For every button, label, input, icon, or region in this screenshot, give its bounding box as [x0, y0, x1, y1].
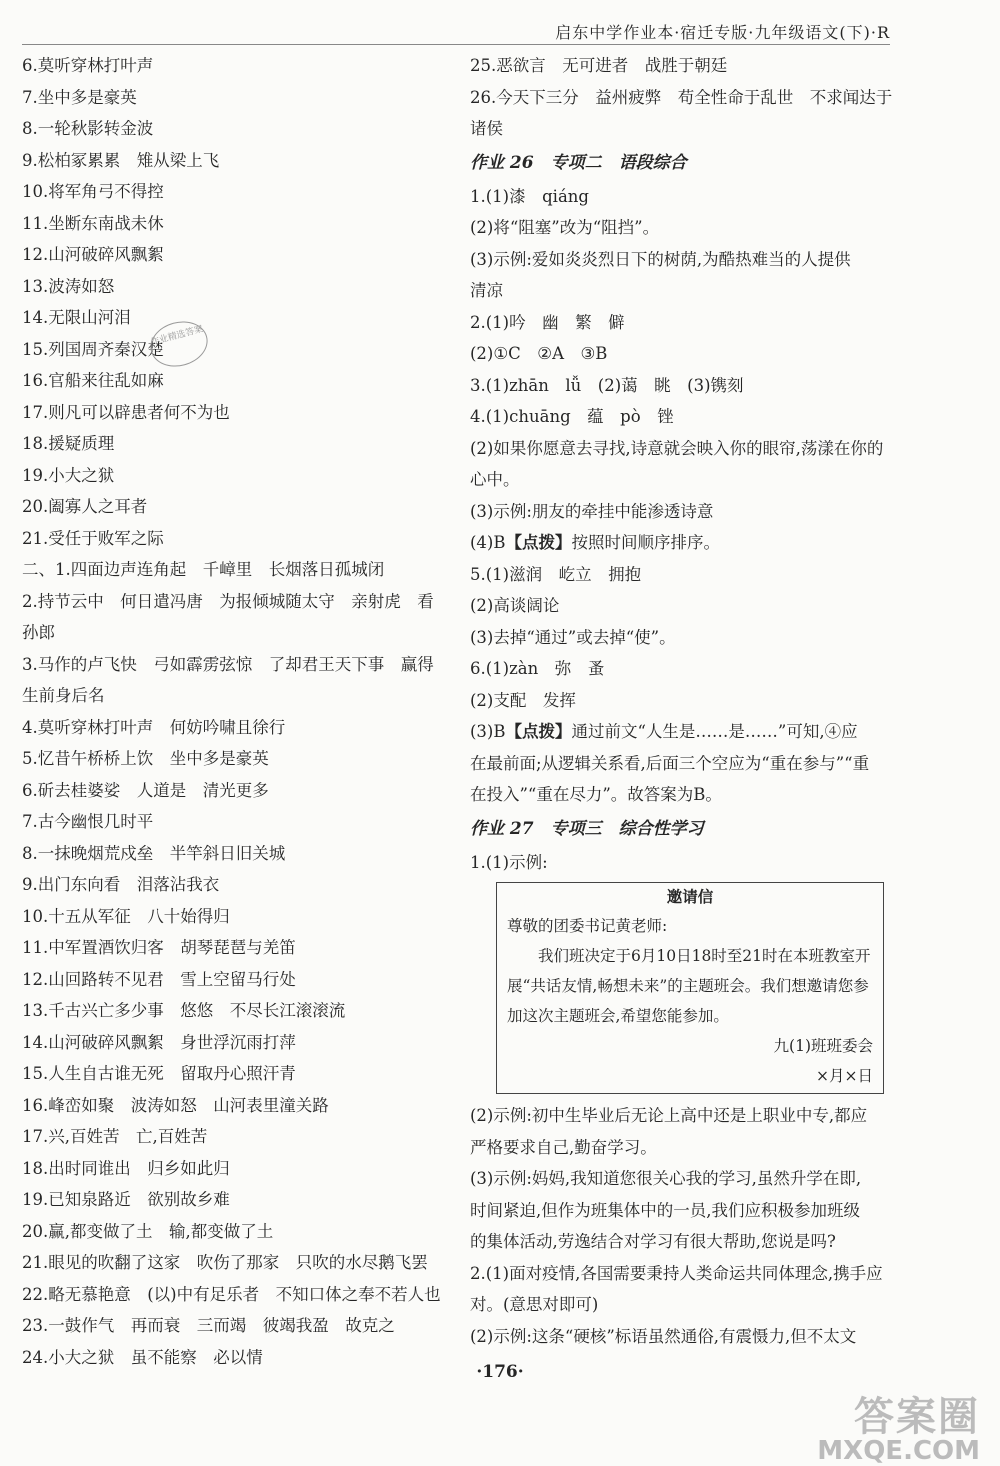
answer-line: (3)示例:妈妈,我知道您很关心我的学习,虽然升学在即, — [470, 1169, 862, 1188]
answer-line: 8.一抹晚烟荒戍垒 半竿斜日旧关城 — [22, 843, 286, 863]
answer-line: 16.官船来往乱如麻 — [22, 371, 164, 390]
answer-line: 19.已知泉路近 欲别故乡难 — [22, 1190, 230, 1209]
answer-line: (3)示例:朋友的牵挂中能渗透诗意 — [470, 501, 714, 521]
answer-line: 1.(1)示例: — [470, 852, 548, 872]
answer-line: 时间紧迫,但作为班集体中的一员,我们应积极参加班级 — [470, 1200, 860, 1220]
letter-body: 我们班决定于6月10日18时至21时在本班教室开展“共话友情,畅想未来”的主题班会。我们想邀请您参加这次主题班会,希望您能参加。 — [507, 947, 871, 1025]
answer-line: 8.一轮秋影转金波 — [22, 119, 154, 138]
answer-line: 15.人生自古谁无死 留取丹心照汗青 — [22, 1064, 296, 1083]
watermark-logo: 答案圈 MXQE.COM — [817, 1394, 980, 1466]
letter-title: 邀请信 — [666, 887, 714, 906]
page-number: ·176· — [476, 1362, 524, 1382]
answer-line: 6.莫听穿林打叶声 — [22, 56, 154, 75]
answer-line: (2)示例:初中生毕业后无论上高中还是上职业中专,都应 — [470, 1106, 868, 1125]
answer-line: 心中。 — [470, 470, 520, 489]
answer-line: 22.略无慕艳意 (以)中有足乐者 不知口体之奉不若人也 — [22, 1284, 441, 1304]
answer-line: (3)示例:爱如炎炎烈日下的树荫,为酷热难当的人提供 — [470, 249, 851, 269]
answer-line: 10.十五从军征 八十始得归 — [22, 906, 230, 926]
running-header — [22, 20, 890, 45]
answer-line: (3)B【点拨】通过前文“人生是……是……”可知,④应 — [470, 722, 858, 741]
answer-line: 清凉 — [470, 281, 503, 300]
answer-line: (2)如果你愿意去寻找,诗意就会映入你的眼帘,荡漾在你的 — [470, 438, 884, 458]
answer-line: 14.山河破碎风飘絮 身世浮沉雨打萍 — [22, 1032, 296, 1052]
answer-line: 11.坐断东南战未休 — [22, 213, 164, 233]
answer-line: (2)高谈阔论 — [470, 596, 560, 615]
right-column — [470, 50, 893, 1352]
answer-line: 9.松柏冢累累 雉从梁上飞 — [22, 150, 220, 170]
answer-line: 14.无限山河泪 — [22, 308, 131, 327]
answer-line: 13.千古兴亡多少事 悠悠 不尽长江滚滚流 — [22, 1001, 346, 1020]
answer-line: 25.恶欲言 无可进者 战胜于朝廷 — [470, 56, 728, 75]
invitation-letter-box — [496, 882, 884, 1094]
answer-line: (2)支配 发挥 — [470, 690, 576, 710]
answer-line: 11.中军置酒饮归客 胡琴琵琶与羌笛 — [22, 938, 296, 957]
answer-line: (2)示例:这条“硬核”标语虽然通俗,有震慑力,但不太文 — [470, 1326, 857, 1346]
answer-line: 孙郎 — [22, 623, 55, 642]
answer-line: (3)去掉“通过”或去掉“使”。 — [470, 627, 676, 647]
answer-line: 15.列国周齐秦汉楚 — [22, 339, 164, 359]
answer-line: 12.山河破碎风飘絮 — [22, 245, 164, 264]
answer-line: 严格要求自己,勤奋学习。 — [470, 1137, 657, 1157]
answer-line: 23.一鼓作气 再而衰 三而竭 彼竭我盈 故克之 — [22, 1316, 395, 1335]
answer-line: (2)①C ②A ③B — [470, 344, 608, 363]
answer-line: 3.马作的卢飞快 弓如霹雳弦惊 了却君王天下事 赢得 — [22, 654, 434, 674]
answer-line: 12.山回路转不见君 雪上空留马行处 — [22, 969, 296, 989]
tip-label: 【点拨】 — [505, 533, 572, 552]
answer-line: 16.峰峦如聚 波涛如怒 山河表里潼关路 — [22, 1095, 329, 1115]
answer-line: 6.(1)zàn 弥 蚤 — [470, 659, 605, 678]
answer-line: 17.则凡可以辟患者何不为也 — [22, 402, 230, 422]
answer-line: 的集体活动,劳逸结合对学习有很大帮助,您说是吗? — [470, 1232, 836, 1251]
answer-line: 18.援疑质理 — [22, 434, 115, 453]
answer-line: 10.将军角弓不得控 — [22, 182, 164, 201]
answer-line: 21.眼见的吹翻了这家 吹伤了那家 只吹的水尽鹅飞罢 — [22, 1253, 428, 1272]
answer-line: 1.(1)漆 qiáng — [470, 186, 589, 206]
answer-stamp: 作业精选答案 — [145, 315, 212, 373]
answer-line: 5.(1)滋润 屹立 拥抱 — [470, 564, 642, 584]
answer-line: 二、1.四面边声连角起 千嶂里 长烟落日孤城闭 — [22, 560, 385, 579]
answer-line: 生前身后名 — [22, 686, 105, 705]
answer-line: 诸侯 — [470, 119, 503, 138]
answer-line: (2)将“阻塞”改为“阻挡”。 — [470, 218, 660, 237]
answer-line: 5.忆昔午桥桥上饮 坐中多是豪英 — [22, 749, 269, 768]
answer-line: 在最前面;从逻辑关系看,后面三个空应为“重在参与”“重 — [470, 753, 870, 773]
section-heading-27: 作业 27 专项三 综合性学习 — [470, 818, 704, 839]
answer-line: 19.小大之狱 — [22, 465, 115, 485]
answer-line: 13.波涛如怒 — [22, 276, 115, 296]
tip-label: 【点拨】 — [505, 722, 572, 741]
answer-line: 18.出时同谁出 归乡如此归 — [22, 1158, 230, 1178]
answer-line: 26.今天下三分 益州疲弊 苟全性命于乱世 不求闻达于 — [470, 87, 893, 107]
answer-line: 2.持节云中 何日遣冯唐 为报倾城随太守 亲射虎 看 — [22, 591, 434, 611]
answer-line: 7.古今幽恨几时平 — [22, 812, 154, 831]
answer-line: (4)B【点拨】按照时间顺序排序。 — [470, 533, 720, 552]
left-column — [22, 50, 452, 1373]
letter-greeting: 尊敬的团委书记黄老师: — [507, 917, 668, 935]
letter-signature: 九(1)班班委会 — [773, 1037, 873, 1055]
answer-line: 2.(1)吟 幽 繁 僻 — [470, 312, 625, 332]
answer-line: 2.(1)面对疫情,各国需要秉持人类命运共同体理念,携手应 — [470, 1263, 883, 1283]
answer-line: 7.坐中多是豪英 — [22, 87, 137, 107]
header-title: 启东中学作业本·宿迁专版·九年级语文(下)·R — [555, 23, 890, 42]
answer-line: 20.赢,都变做了土 输,都变做了土 — [22, 1221, 274, 1241]
answer-line: 对。(意思对即可) — [470, 1295, 599, 1314]
answer-line: 6.斫去桂婆娑 人道是 清光更多 — [22, 780, 269, 800]
answer-line: 9.出门东向看 泪落沾我衣 — [22, 875, 220, 894]
section-heading-26: 作业 26 专项二 语段综合 — [470, 152, 687, 173]
answer-line: 24.小大之狱 虽不能察 必以情 — [22, 1347, 263, 1367]
answer-line: 3.(1)zhān lǚ (2)蔼 眺 (3)镌刻 — [470, 375, 744, 395]
answer-line: 20.阖寡人之耳者 — [22, 497, 148, 516]
letter-date: ×月×日 — [816, 1067, 873, 1085]
answer-line: 21.受任于败军之际 — [22, 528, 164, 548]
answer-line: 在投入”“重在尽力”。故答案为B。 — [470, 785, 722, 804]
answer-line: 4.(1)chuāng 蕴 pò 锉 — [470, 407, 674, 426]
answer-line: 17.兴,百姓苦 亡,百姓苦 — [22, 1127, 208, 1146]
answer-line: 4.莫听穿林打叶声 何妨吟啸且徐行 — [22, 717, 286, 737]
